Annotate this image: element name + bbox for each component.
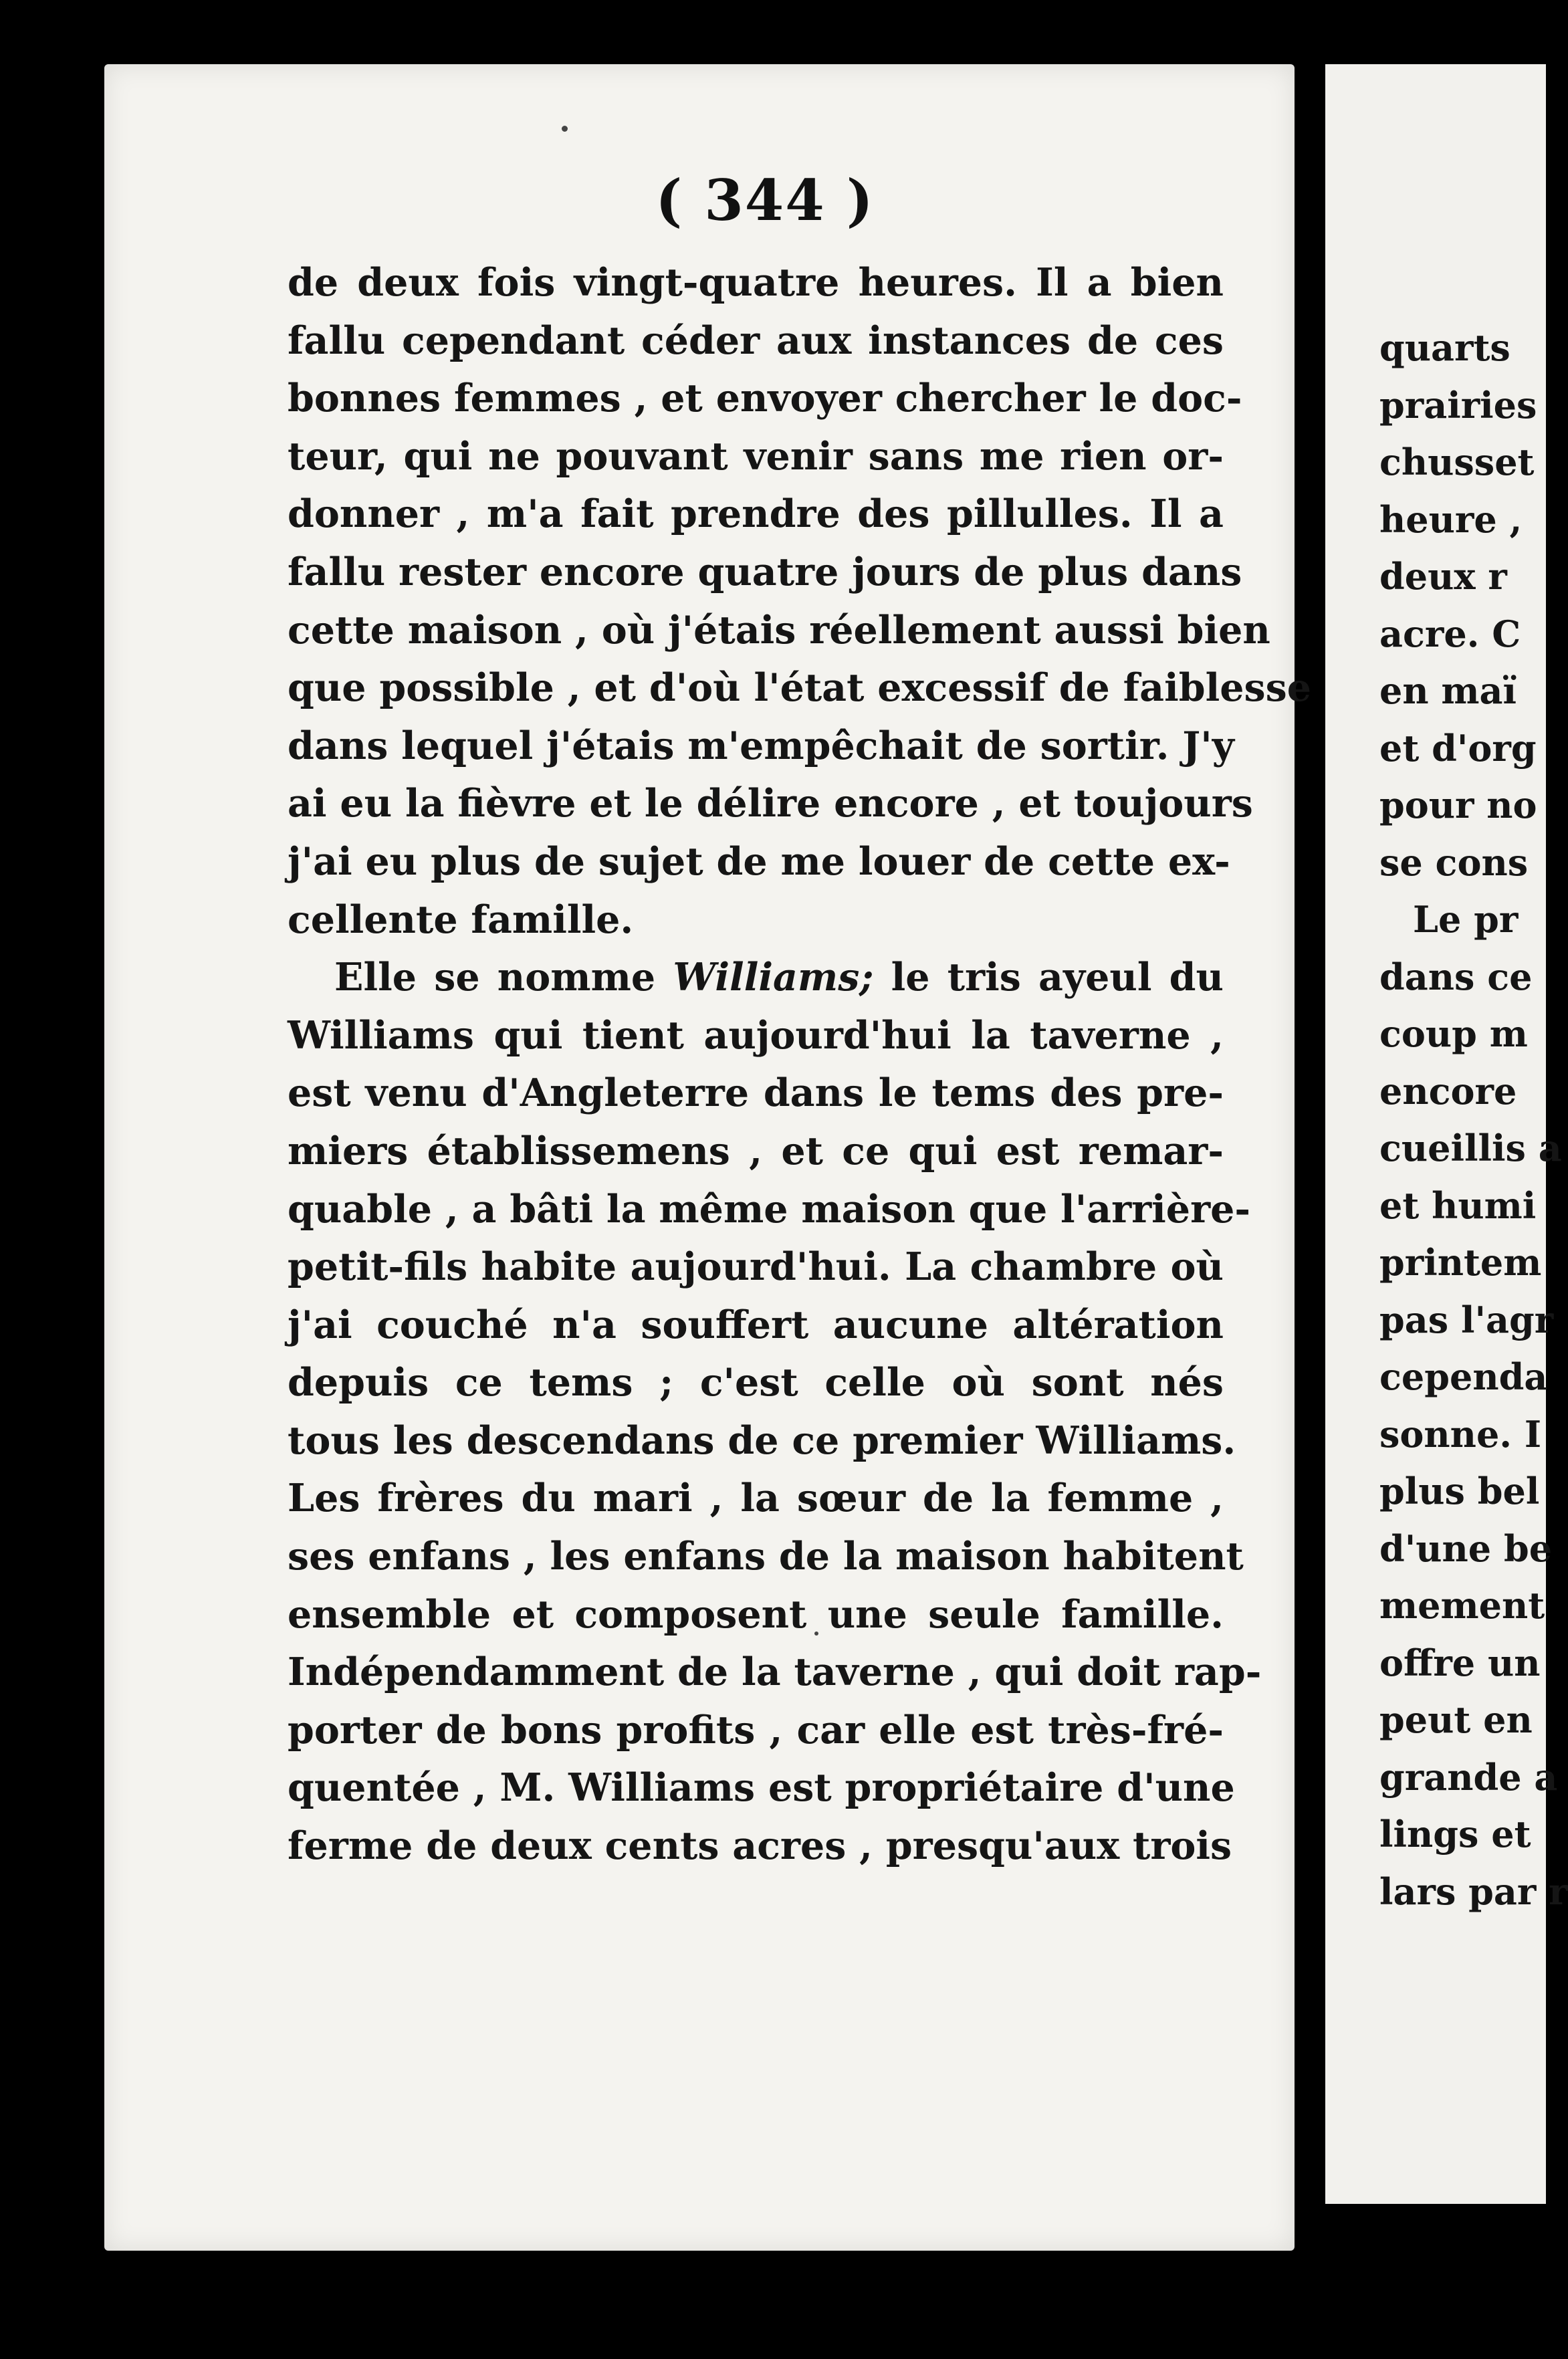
text-line: ensemble et composent une seule famille. (288, 1591, 1224, 1637)
cropped-text-line: pour no (1379, 784, 1537, 826)
page-body-text (288, 254, 1311, 1876)
paragraph-opening-line (288, 949, 1224, 1007)
cropped-text-line: printem (1379, 1241, 1542, 1284)
cropped-text-line: prairies (1379, 383, 1537, 427)
cropped-text-line: grande a (1379, 1755, 1558, 1799)
text-line: cellente famille. (288, 897, 634, 942)
text-line: j'ai couché n'a souffert aucune altération (288, 1302, 1224, 1347)
cropped-text-line: cependa (1379, 1355, 1548, 1398)
cropped-text-line: pas l'agr (1379, 1298, 1554, 1341)
text-line: dans lequel j'étais m'empêchait de sortir. J'y (288, 723, 1234, 768)
text-fragment: Elle se nomme (334, 955, 656, 1000)
text-line: porter de bons profits , car elle est très-fré- (288, 1707, 1224, 1753)
text-line: Williams qui tient aujourd'hui la taverne , (288, 1012, 1224, 1058)
text-line: fallu cependant céder aux instances de ces (288, 318, 1224, 363)
text-line: quentée , M. Williams est propriétaire d'une (288, 1765, 1235, 1811)
text-line: depuis ce tems ; c'est celle où sont nés (288, 1360, 1224, 1406)
cropped-text-line: lars par r (1379, 1870, 1568, 1913)
text-line: fallu rester encore quatre jours de plus dans (288, 549, 1242, 594)
cropped-text-line: Le pr (1413, 898, 1519, 941)
text-line: de deux fois vingt-quatre heures. Il a bien (288, 260, 1224, 305)
cropped-text-line: offre un (1379, 1641, 1541, 1684)
cropped-text-line: encore (1379, 1069, 1517, 1113)
text-line: quable , a bâti la même maison que l'arrière- (288, 1186, 1251, 1232)
text-line: tous les descendans de ce premier Williams. (288, 1418, 1236, 1463)
text-line: est venu d'Angleterre dans le tems des pre- (288, 1071, 1224, 1116)
cropped-text-line: et humi (1379, 1184, 1537, 1227)
cropped-text-line: deux r (1379, 555, 1507, 598)
text-line: petit-fils habite aujourd'hui. La chambre où (288, 1244, 1224, 1290)
cropped-text-line: peut en (1379, 1698, 1533, 1741)
cropped-text-line: coup m (1379, 1012, 1528, 1055)
cropped-text-line: et d'org (1379, 726, 1537, 770)
text-line: j'ai eu plus de sujet de me louer de cette ex- (288, 838, 1230, 884)
page-number: ( 344 ) (655, 167, 875, 233)
text-line: cette maison , où j'étais réellement aussi bien (288, 607, 1270, 653)
cropped-text-line: cueillis a (1379, 1127, 1562, 1169)
text-line: que possible , et d'où l'état excessif de faiblesse (288, 665, 1311, 711)
text-fragment: le tris ayeul du (891, 955, 1224, 1000)
ink-speck (562, 126, 568, 132)
cropped-text-line: chusset (1379, 441, 1535, 483)
text-line: teur, qui ne pouvant venir sans me rien or- (288, 433, 1224, 479)
text-line: ferme de deux cents acres , presqu'aux trois (288, 1823, 1232, 1869)
cropped-text-line: se cons (1379, 840, 1529, 884)
cropped-text-line: en maï (1379, 669, 1517, 712)
next-page-text (1379, 320, 1568, 1920)
text-line: donner , m'a fait prendre des pillulles. Il a (288, 491, 1224, 537)
italic-surname: Williams; (673, 955, 874, 1000)
text-line: ai eu la fièvre et le délire encore , et toujours (288, 781, 1253, 826)
text-line: miers établissemens , et ce qui est remar- (288, 1128, 1224, 1173)
cropped-text-line: plus bel (1379, 1470, 1540, 1512)
text-line: bonnes femmes , et envoyer chercher le doc- (288, 376, 1242, 421)
text-line: Les frères du mari , la sœur de la femme , (288, 1476, 1224, 1521)
cropped-text-line: acre. C (1379, 612, 1521, 655)
cropped-text-line: dans ce (1379, 955, 1533, 998)
text-line: Indépendamment de la taverne , qui doit rap- (288, 1650, 1262, 1695)
cropped-text-line: d'une be (1379, 1527, 1553, 1570)
cropped-text-line: heure , (1379, 497, 1523, 541)
text-line: ses enfans , les enfans de la maison habitent (288, 1534, 1244, 1579)
cropped-text-line: sonne. I (1379, 1412, 1542, 1456)
cropped-text-line: lings et (1379, 1813, 1531, 1856)
cropped-text-line: mement (1379, 1584, 1545, 1627)
cropped-text-line: quarts (1379, 326, 1510, 369)
